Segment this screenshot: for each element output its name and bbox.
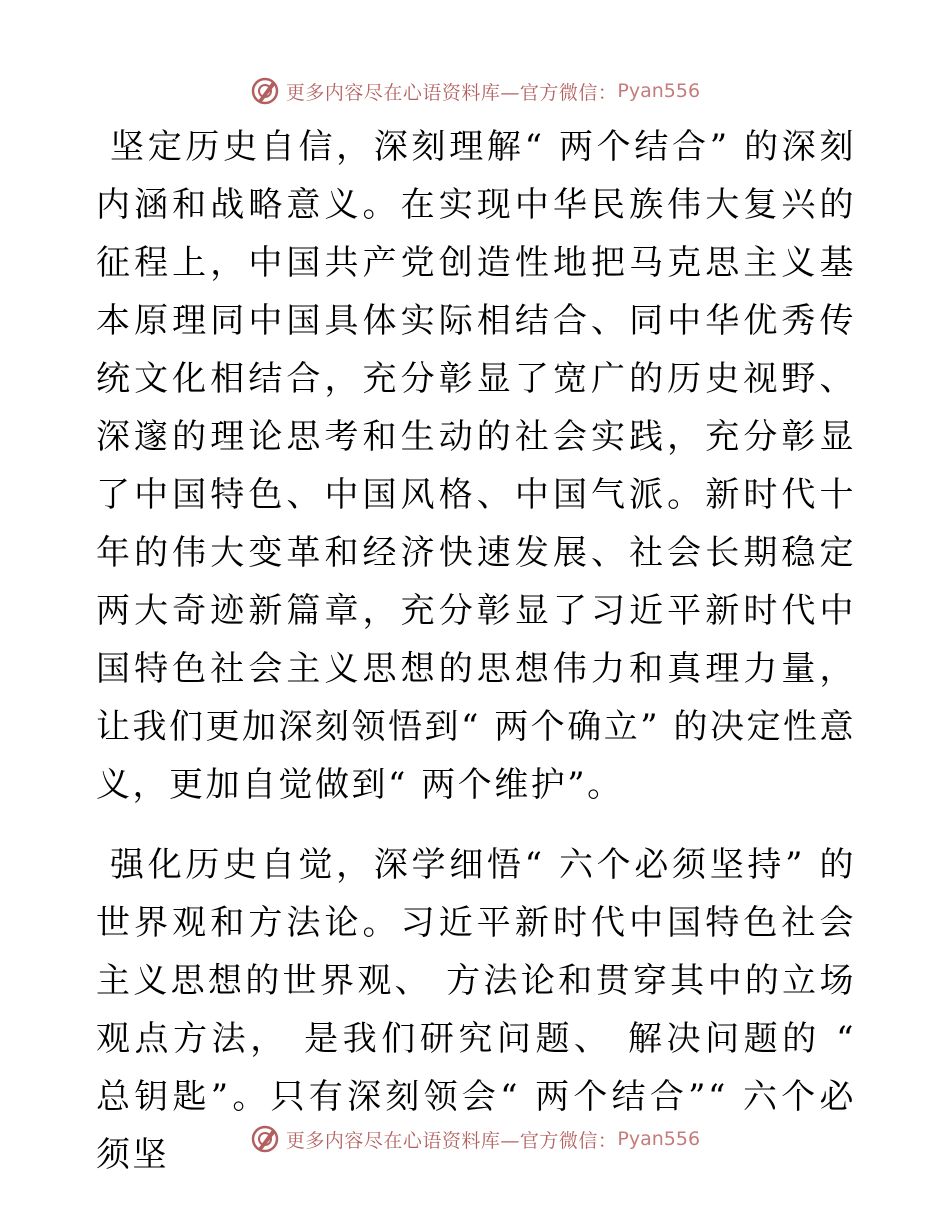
- pen-logo-icon: [250, 1124, 280, 1154]
- watermark-wechat-id: Pyan556: [617, 80, 701, 102]
- watermark-text: 更多内容尽在心语资料库—官方微信：: [285, 1129, 618, 1152]
- pen-logo-icon: [250, 76, 280, 106]
- document-body: [96, 118, 856, 1184]
- header-watermark: [0, 74, 950, 108]
- footer-watermark: [0, 1122, 950, 1156]
- paragraph-2: 强化历史自觉，深学细悟“ 六个必须坚持” 的世界观和方法论。习近平新时代中国特色社会主义思想的世界观、 方法论和贯穿其中的立场观点方法， 是我们研究问题、 解决问题的 “ 总钥匙”。只有深刻领会“ 两个结合”“ 六个必须坚: [96, 845, 856, 1175]
- watermark-wechat-id: Pyan556: [617, 1128, 701, 1150]
- watermark-text: 更多内容尽在心语资料库—官方微信：: [285, 81, 618, 104]
- paragraph-1: 坚定历史自信，深刻理解“ 两个结合” 的深刻内涵和战略意义。在实现中华民族伟大复兴的征程上，中国共产党创造性地把马克思主义基本原理同中国具体实际相结合、同中华优秀传统文化相结合，充分彰显了宽广的历史视野、深邃的理论思考和生动的社会实践，充分彰显了中国特色、中国风格、中国气派。新时代十年的伟大变革和经济快速发展、社会长期稳定两大奇迹新篇章，充分彰显了习近平新时代中国特色社会主义思想的思想伟力和真理力量，让我们更加深刻领悟到“ 两个确立” 的决定性意义，更加自觉做到“ 两个维护”。: [96, 127, 856, 805]
